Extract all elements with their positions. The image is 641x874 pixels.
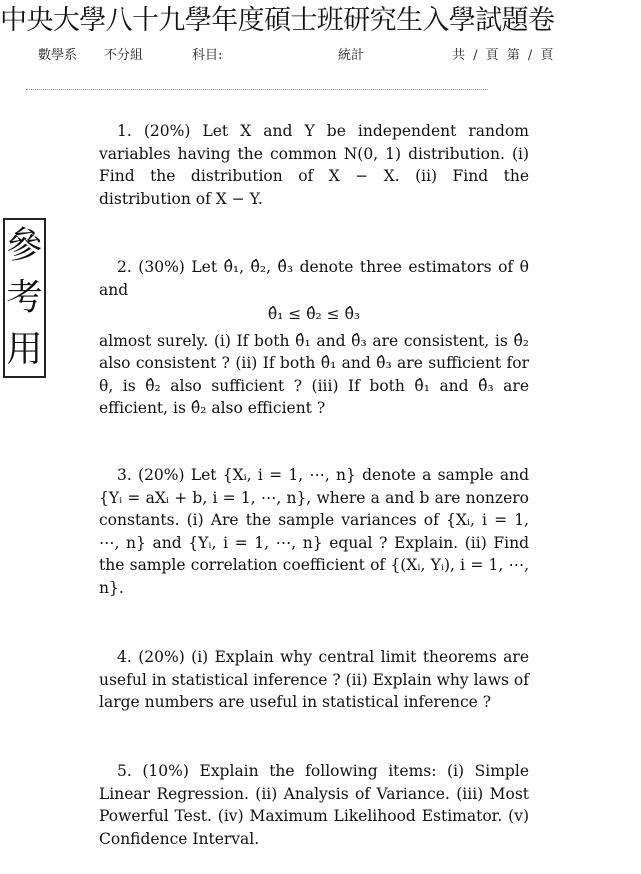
- question-1: [99, 120, 529, 210]
- question-1-text: 1. (20%) Let X and Y be independent random variables having the common N(0, 1) distribution. (i) Find the distribution of X − X. (ii) Find the distribution of X − Y.: [99, 122, 529, 208]
- question-4: [99, 646, 529, 714]
- page-count: 共 / 頁 第 / 頁: [452, 48, 556, 63]
- question-2-text-before: 2. (30%) Let θ̂₁, θ̂₂, θ̂₃ denote three estimators of θ and: [99, 258, 529, 299]
- stamp-char-1: 參: [6, 225, 43, 266]
- stamp-char-2: 考: [6, 277, 43, 318]
- exam-title: 中央大學八十九學年度碩士班研究生入學試題卷: [0, 5, 555, 36]
- header-divider: [26, 89, 488, 90]
- question-5: [99, 760, 529, 850]
- subject-label: 科目:: [192, 48, 223, 63]
- question-2: [99, 256, 529, 420]
- question-4-text: 4. (20%) (i) Explain why central limit theorems are useful in statistical inference ? (ii) Explain why laws of large numbers are useful in statistical inference ?: [99, 648, 529, 711]
- question-3: [99, 464, 529, 599]
- question-3-text: 3. (20%) Let {Xᵢ, i = 1, ⋯, n} denote a sample and {Yᵢ = aXᵢ + b, i = 1, ⋯, n}, where a and b are nonzero constants. (i) Are the sample variances of {Xᵢ, i = 1, ⋯, n} and {Yᵢ, i = 1, ⋯, n} equal ? Explain. (ii) Find the sample correlation coefficient of {(Xᵢ, Yᵢ), i = 1, ⋯, n}.: [99, 466, 529, 597]
- question-2-equation: θ̂₁ ≤ θ̂₂ ≤ θ̂₃: [267, 305, 361, 323]
- subject-name: 統計: [338, 48, 365, 63]
- question-5-text: 5. (10%) Explain the following items: (i) Simple Linear Regression. (ii) Analysis of Variance. (iii) Most Powerful Test. (iv) Maximum Likelihood Estimator. (v) Confidence Interval.: [99, 762, 529, 848]
- stamp-char-3: 用: [6, 329, 43, 370]
- question-2-text-after: almost surely. (i) If both θ̂₁ and θ̂₃ are consistent, is θ̂₂ also consistent ? (ii) If both θ̂₁ and θ̂₃ are sufficient for θ, is θ̂₂ also sufficient ? (iii) If both θ̂₁ and θ̂₃ are efficient, is θ̂₂ also efficient ?: [99, 331, 529, 417]
- group-label: 不分組: [104, 48, 144, 63]
- reference-stamp: [3, 218, 46, 378]
- department-label: 數學系: [38, 48, 78, 63]
